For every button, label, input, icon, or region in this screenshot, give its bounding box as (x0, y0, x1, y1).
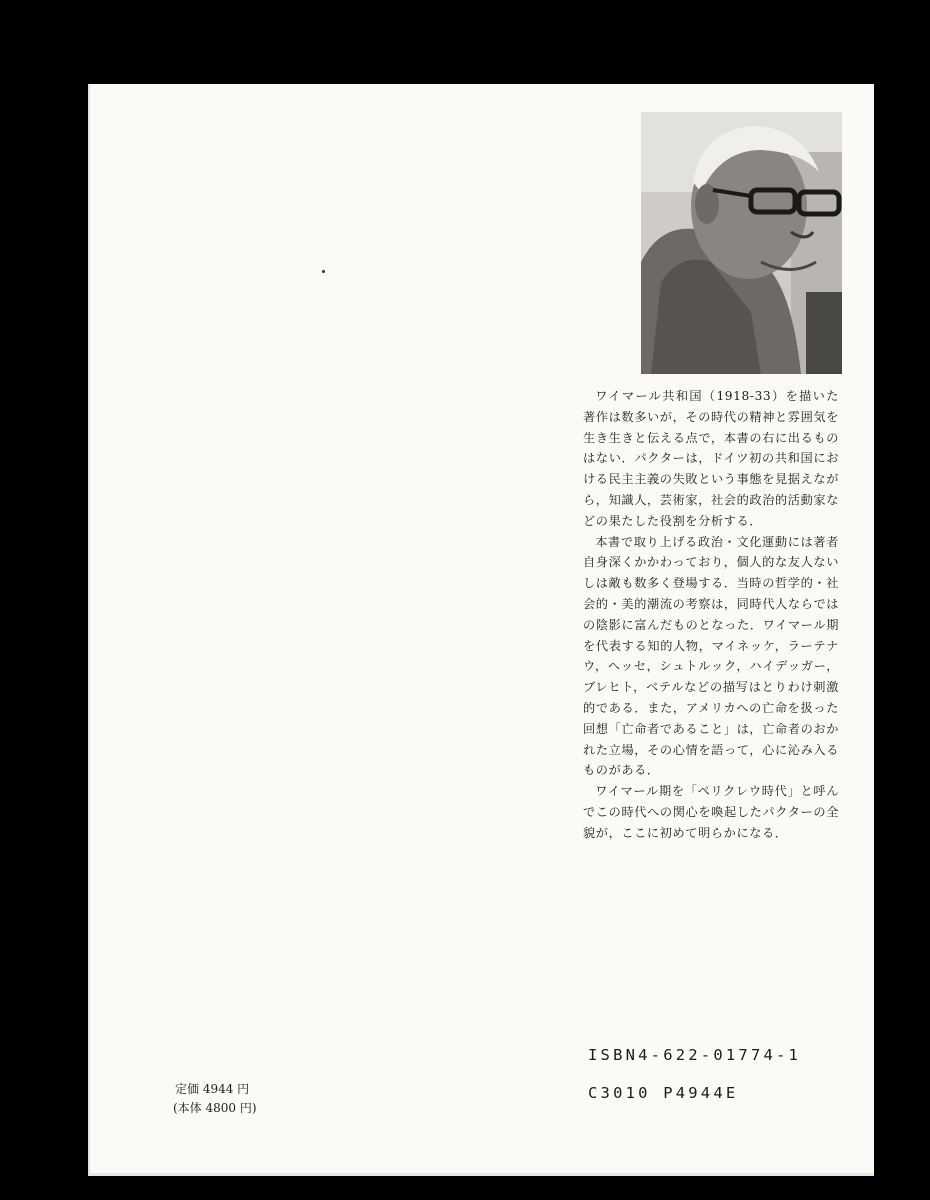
author-photo (641, 112, 842, 374)
base-price: (本体 4800 円) (173, 1101, 257, 1115)
list-price: 定価 4944 円 (175, 1082, 250, 1096)
description-paragraph: ワイマール期を「ペリクレウ時代」と呼んでこの時代への関心を喚起したパクターの全貌が，ここに初めて明らかになる． (583, 784, 839, 840)
author-portrait-image (641, 112, 842, 374)
isbn-code: ISBN4-622-01774-1 (588, 1046, 802, 1064)
book-back-cover (88, 84, 874, 1176)
description-paragraph: 本書で取り上げる政治・文化運動には著者自身深くかかわっており，個人的な友人ないしは敵も数多く登場する．当時の哲学的・社会的・美的潮流の考察は，同時代人ならではの陰影に富んだものとなった．ワイマール期を代表する知的人物，マイネッケ，ラーテナウ，ヘッセ，シュトルック，ハイデッガー，ブレヒト，ベテルなどの描写はとりわけ刺激的である．また，アメリカへの亡命を扱った回想「亡命者であること」は，亡命者のおかれた立場，その心情を語って，心に沁み入るものがある． (583, 534, 839, 778)
book-codes (588, 1046, 801, 1122)
classification-code: C3010 P4944E (588, 1084, 739, 1102)
description-paragraph: ワイマール共和国（1918-33）を描いた著作は数多いが，その時代の精神と雰囲気を生き生きと伝える点で，本書の右に出るものはない．パクターは，ドイツ初の共和国における民主主義の失敗という事態を見据えながら，知識人，芸術家，社会的政治的活動家などの果たした役割を分析する． (583, 389, 839, 528)
speck (322, 270, 325, 273)
price-block (173, 1080, 257, 1118)
description-text (583, 386, 839, 844)
